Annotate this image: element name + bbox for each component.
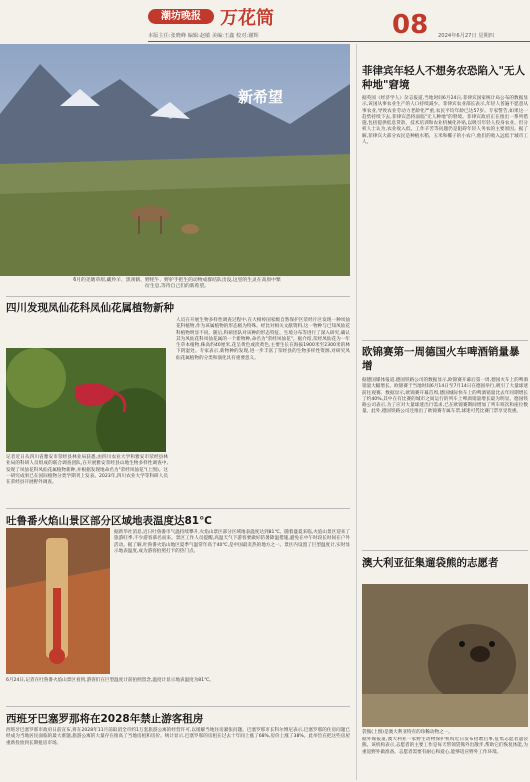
photo-caption: 6月的羌塘草原,藏羚羊、黑颈鹤、野牦牛、野驴手把生的动物成群结队出没,这里的生灵在高原中繁衍生息,等待自己们的新希望。 [73, 278, 281, 290]
divider [6, 706, 350, 707]
article-title-philippines: 菲律宾年轻人不想务农恐陷入"无人种地"窘境 [362, 65, 525, 91]
article-body-flower-right: 人员在开展生物多样性调查过程中,在大相岭国家级自然保护区荥经片区发现一种凤仙花科植物,作为该属植物的形态极为特殊。经比对相关文献资料,这一物种与已知凤仙花科植物明显不同。随后,科研团队对该种的形态特征、生境分布等进行了深入研究,确认其为凤仙花科凤仙花属的一个新物种,命名为"荥经凤仙花"。据介绍,荥经凤仙花为一年生草本植物,株高约40厘米,花呈黄色或淡黄色,主要生长在海拔1900米至2300米的林下阴湿处。专家表示,新物种的发现,进一步丰富了荥经县的生物多样性资源,对研究凤仙花属植物的分类和演化具有重要意义。 [176, 318, 350, 361]
issue-date: 2024年6月27日 星期四 [438, 33, 494, 39]
article-body-philippines: 据英国《经济学人》杂志报道,当地时间6月24日,菲律宾国家统计局公布的数据显示,该国从事农业生产的人口持续减少。菲律宾农业部长表示,年轻人普遍不愿意从事农业,导致农业劳动力老龄化严重,农民平均年龄已达57岁。专家警告,如果这一趋势持续下去,菲律宾恐将面临"无人种地"的窘境。菲律宾政府正在推出一系列措施,包括提供低息贷款、技术培训和农业机械化补贴,以吸引年轻人投身农业。但分析人士认为,农业收入低、工作辛苦等问题仍是阻碍年轻人务农的主要原因。据了解,菲律宾大部分农民是种植水稻、玉米和椰子的小农户,他们的收入远低于城市工人。 [362, 96, 528, 146]
page-header [0, 0, 530, 40]
divider [6, 296, 350, 297]
header-rule [148, 41, 530, 42]
article-body-volcano: 据新华社消息,近日吐鲁番市气温持续攀升,火焰山景区部分区域地表温度达到81℃。随着盛夏来临,火焰山景区迎来了旅游旺季,不少游客慕名而来。景区工作人员提醒,高温天气下游客要做好防暑降温措施,避免在中午时段长时间在户外活动。据了解,吐鲁番火焰山地区夏季气温常年高于40℃,是中国最炎热的地方之一。景区内设置了巨型温度计,实时显示地表温度,成为游客拍照打卡的热门点。 [114, 530, 350, 554]
photo-overlay-title: 新希望 [238, 88, 284, 106]
divider [362, 340, 528, 341]
section-title: 万花筒 [220, 8, 274, 29]
article-body-volcano-bottom: 6月24日,记者在吐鲁番火焰山景区看到,游客们在巨型温度计前拍照留念,温度计显示地表温度为81℃。 [6, 678, 214, 683]
divider [362, 550, 528, 551]
wombat-photo [362, 584, 528, 727]
article-title-koala: 澳大利亚征集遛袋熊的志愿者 [362, 557, 499, 569]
editorial-credits: 本版主任:张晓峰 编辑:赵敏 美编:王鑫 校对:谢辉 [148, 33, 259, 39]
article-title-spain: 西班牙巴塞罗那将在2028年禁止游客租房 [6, 713, 204, 725]
article-body-train: 据德国媒体报道,德国铁路公司的数据显示,欧锦赛开幕后第一周,德国火车上的啤酒销量大幅增长。欧锦赛于当地时间6月14日至7月14日在德国举行,吸引了大量球迷前往观赛。数据显示,欧锦赛开幕首周,德国城际快车上的啤酒销量比去年同期增长了约40%,其中在有比赛的城市之间运行的列车上啤酒销量增长最为明显。德国铁路公司表示,为了应对大量球迷出行需求,已在欧锦赛期间增加了列车班次和座位数量。此外,德国铁路公司还推出了欧锦赛专属车票,球迷可凭比赛门票享受优惠。 [362, 378, 528, 415]
article-title-train: 欧锦赛第一周德国火车啤酒销量暴增 [362, 346, 520, 372]
impatiens-flower-photo [6, 348, 166, 452]
divider [6, 508, 350, 509]
newspaper-brand: 潮坊晚报 [148, 9, 214, 24]
article-body-koala: 据外媒报道,澳大利亚一家野生动物保护机构近日发布招聘启事,征集志愿者遛袋熊。该机构表示,志愿者的主要工作是每天带领袋熊外出散步,帮助它们恢复体能,为重返野外做准备。志愿者需要有耐心和爱心,能够适应野外工作环境。 [362, 737, 528, 755]
article-title-volcano: 吐鲁番火焰山景区部分区域地表温度达81℃ [6, 515, 212, 527]
article-body-flower-left: 记者近日从四川省雅安市荥经县林业局获悉,由四川农业大学和雅安市荥经县林业局的科研人员组成的联合调查团队,在开展雅安荥经县山地生物多样性调查中,发现了凤仙花科凤仙花属植物新种,并根据发现地命名为"荥经凤仙花"(上图)。这一研究成果已在国际植物分类学期刊上发表。2023年,四川农业大学等科研人员在荥经县开展野外调查。 [6, 455, 168, 486]
column-divider [356, 44, 357, 780]
tibetan-antelope-photo [0, 44, 350, 276]
page-number: 08 [392, 10, 429, 40]
flaming-mountain-thermometer-photo [6, 528, 110, 674]
article-title-flower: 四川发现凤仙花科凤仙花属植物新种 [6, 302, 174, 314]
article-caption-koala: 袋熊(上图)是澳大利亚特有的珍稀动物之一。 [362, 730, 453, 735]
article-body-spain: 西班牙巴塞罗那市政府日前宣布,将在2028年11月前取消全市约1万套旅游公寓的经营许可,以缓解当地住房紧张问题。巴塞罗那市长科尔博尼表示,巴塞罗那的住房问题已经成为当地居民面临的最大难题,旅游公寓的大量存在推高了当地房租和房价。统计显示,巴塞罗那的房租在过去十年间上涨了68%,房价上涨了38%。此举旨在把这些房屋重新投放到长期租房市场。 [6, 728, 350, 746]
